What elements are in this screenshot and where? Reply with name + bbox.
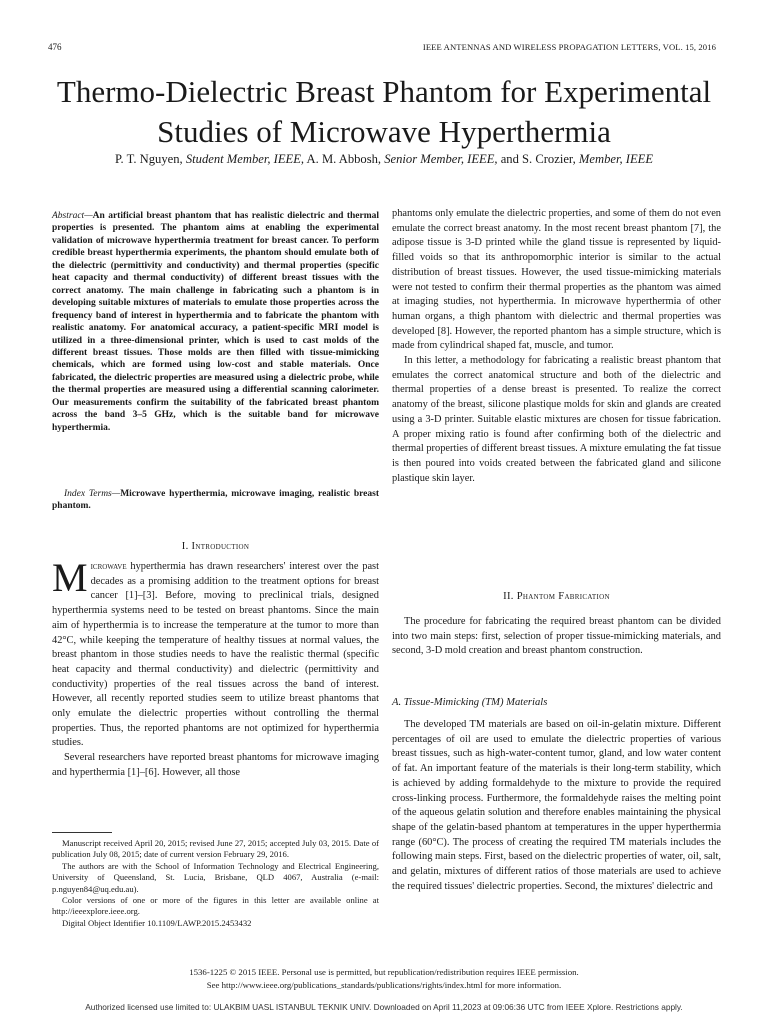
intro-paragraph-1-text: hyperthermia has drawn researchers' interest over the past decades as a promising addition to the treatment options for breast cancer [1]–[3]. Before, moving to preclinical trials, designed hyperthermia systems need to be tested on breast phantoms. Since the main aim of hyperthermia is to increase the temperature at the tumor to more than 42°C, while keeping the temperature of healthy tissues at normal values, the breast phantom in those studies needs to have the realistic thermal (specific heat capacity and thermal conductivity) and dielectric (permittivity and conductivity) properties of the real tissues across the band of interest. However, all recently reported studies seem to utilize breast phantoms that only emulate the dielectric properties without controlling the thermal properties. Thus, the reported phantoms are not optimized for hyperthermia studies. bbox=[52, 561, 379, 749]
section-2-number: II. bbox=[503, 591, 514, 602]
footnote-divider bbox=[52, 832, 112, 833]
title-line-1: Thermo-Dielectric Breast Phantom for Experimental bbox=[56, 74, 712, 109]
author-3-role: Member, IEEE bbox=[578, 152, 654, 166]
abstract-lead: Abstract— bbox=[52, 211, 93, 221]
author-2-role: Senior Member, IEEE, bbox=[384, 152, 498, 166]
copyright-line-2: See http://www.ieee.org/publications_standards/publications/rights/index.html for more information. bbox=[206, 980, 562, 990]
footnote-manuscript-dates: Manuscript received April 20, 2015; revised June 27, 2015; accepted July 03, 2015. Date of publication July 08, 2015; date of current version February 29, 2016. bbox=[52, 838, 379, 860]
right-paragraph-1: phantoms only emulate the dielectric properties, and some of them do not even emulate the correct breast anatomy. In the most recent breast phantom [7], the adipose tissue is 3-D printed while the gland tissue is represented by liquid-filled voids so that its anthropomorphic interior is similar to the actual distribution of breast tissues. However, the used tissue-mimicking materials were not tested to confirm their thermal properties as the phantom was aimed at imaging studies, not hyperthermia. In microwave hyperthermia of other human organs, a thigh phantom with dielectric and thermal properties was developed [8]. However, the reported phantom has a simple structure, which is made from cylindrical shaped fat, muscle, and tumor. bbox=[392, 208, 721, 352]
subsection-a-body bbox=[392, 718, 721, 894]
intro-first-word: icrowave bbox=[90, 561, 127, 572]
author-1-role: Student Member, IEEE, bbox=[185, 152, 305, 166]
introduction-body bbox=[52, 555, 379, 781]
journal-running-header: IEEE ANTENNAS AND WIRELESS PROPAGATION LETTERS, VOL. 15, 2016 bbox=[422, 42, 716, 52]
footnote-affiliation: The authors are with the School of Information Technology and Electrical Engineering, University of Queensland, St. Lucia, Brisbane, QLD 4067, Australia (e-mail: p.nguyen84@uq.edu.au). bbox=[52, 860, 379, 894]
author-list bbox=[40, 152, 728, 167]
right-column bbox=[392, 207, 721, 486]
footnote-color-versions: Color versions of one or more of the figures in this letter are available online at http://ieeexplore.ieee.org. bbox=[52, 895, 379, 917]
author-3-name: and S. Crozier, bbox=[500, 152, 576, 166]
intro-paragraph-1 bbox=[52, 555, 379, 751]
section-2-title: Phantom Fabrication bbox=[516, 591, 610, 602]
index-terms-lead: Index Terms— bbox=[64, 489, 121, 499]
right-paragraph-2: In this letter, a methodology for fabricating a realistic breast phantom that emulates the correct anatomical structure and both of the dielectric and thermal properties of a dense breast is presented. To realize the correct anatomy of the breast, silicone plastique molds for skin and glands are created using a 3-D printer. Suitable elastic mixtures are chosen for tissue fabrication. A proper mixing ratio is found after confirming both of the dielectric and thermal properties of different breast tissues. A mixture emulating the fat tissue is then poured into voids created between the fabricated gland and silicone plastique skin layer. bbox=[392, 355, 721, 484]
footnotes bbox=[52, 838, 379, 929]
intro-paragraph-2: Several researchers have reported breast phantoms for microwave imaging and hyperthermia [1]–[6]. However, all those bbox=[52, 752, 379, 778]
section-2-heading bbox=[392, 590, 721, 605]
copyright-notice bbox=[40, 966, 728, 992]
section-2-body bbox=[392, 615, 721, 659]
footnote-doi: Digital Object Identifier 10.1109/LAWP.2015.2453432 bbox=[62, 917, 252, 928]
section-2-paragraph-1: The procedure for fabricating the required breast phantom can be divided into two main steps: first, selection of proper tissue-mimicking materials, and second, 3-D mold creation and breast phantom construction. bbox=[392, 616, 721, 657]
download-notice: Authorized licensed use limited to: ULAKBIM UASL ISTANBUL TEKNIK UNIV. Downloaded on April 11,2023 at 09:06:36 UTC from IEEE Xplore. Restrictions apply. bbox=[85, 1002, 683, 1012]
index-terms bbox=[52, 488, 379, 513]
section-1-title: Introduction bbox=[191, 541, 250, 552]
abstract-text: An artificial breast phantom that has realistic dielectric and thermal properties is presented. The phantom aims at enabling the experimental validation of microwave hyperthermia treatment for breast cancer. To perform credible breast hyperthermia experiments, the phantom should emulate both of the dielectric (permittivity and conductivity) and thermal properties (specific heat capacity and thermal conductivity) of different breast tissues with the correct anatomy. The main challenge in fabricating such a phantom is in developing suitable mixtures of materials to emulate those properties across the frequency band of interest in hyperthermia and to fabricate the phantom with realistic anatomy. For anatomical accuracy, a patient-specific MRI model is utilized in a three-dimensional printer, which is used to cast molds of the different breast tissues. Those molds are then filled with tissue-mimicking chemicals, which are formed using low-cost and stable materials. Once fabricated, the dielectric properties are measured using a dielectric probe, while the thermal properties are measured using a differential scanning calorimeter. Our measurements confirm the suitability of the fabricated breast phantom across the band 3–5 GHz, which is the suitable band for microwave hyperthermia. bbox=[52, 211, 379, 433]
drop-cap: M bbox=[52, 555, 88, 600]
subsection-a-heading: A. Tissue-Mimicking (TM) Materials bbox=[392, 697, 548, 708]
abstract bbox=[52, 210, 379, 434]
author-2-name: A. M. Abbosh, bbox=[306, 152, 382, 166]
subsection-a-paragraph-1: The developed TM materials are based on oil-in-gelatin mixture. Different percentages of oil are used to emulate the dielectric properties of various breast tissues, such as high-water-content tumor, gland, and low water content of fat. An important feature of the materials is their long-term stability, which is achieved by adding formaldehyde to the mixture to provide the required cross-linking process. Furthermore, the formaldehyde raises the melting point of the aqueous gelatin solution and therefore enables maintaining the physical shape of the gelatin-based phantom at temperatures in the upper hyperthermia range (60°C). The process of creating the required TM materials includes the following main steps. First, based on the dielectric properties of water, oil, salt, and gelatin, mixtures of different ratios of those materials are used to achieve the required tissues' dielectric properties. Second, the mixtures' dielectric and bbox=[392, 719, 721, 892]
section-1-number: I. bbox=[181, 541, 189, 552]
section-1-heading bbox=[52, 540, 379, 555]
page-number: 476 bbox=[48, 42, 62, 52]
title-line-2: Studies of Microwave Hyperthermia bbox=[157, 114, 611, 149]
author-1-name: P. T. Nguyen, bbox=[114, 152, 183, 166]
copyright-line-1: 1536-1225 © 2015 IEEE. Personal use is permitted, but republication/redistribution requires IEEE permission. bbox=[189, 967, 579, 977]
paper-title bbox=[40, 72, 728, 152]
index-terms-text: Microwave hyperthermia, microwave imaging, realistic breast phantom. bbox=[52, 489, 379, 512]
